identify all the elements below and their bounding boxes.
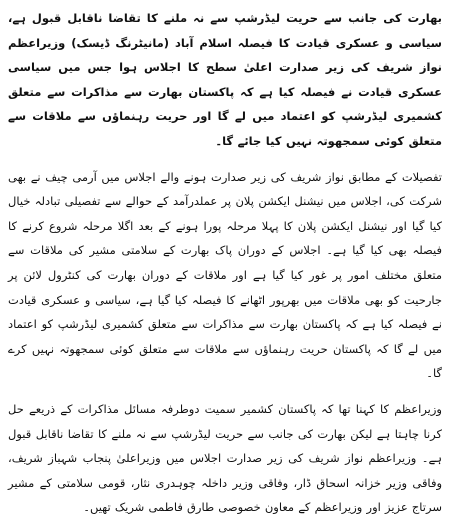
prime-minister-statement-paragraph: وزیراعظم کا کہنا تھا کہ پاکستان کشمیر سمیت دوطرفہ مسائل مذاکرات کے ذریعے حل کرنا چاہتا ہے لیکن بھارت کی جانب سے حریت لیڈرشپ سے نہ ملنے کا تقاضا ناقابل قبول ہے۔ وزیراعظم نواز شریف کی زیر صدارت اجلاس میں وزیراعلیٰ پنجاب شہباز شریف، وفاقی وزیر خزانہ اسحاق ڈار، وفاقی وزیر داخلہ چوہدری نثار، قومی سلامتی کے مشیر سرتاج عزیز اور وزیراعظم کے معاون خصوصی طارق فاطمی شریک تھیں۔ — [8, 401, 442, 515]
paragraph-gap — [8, 386, 442, 397]
lead-paragraph: بھارت کی جانب سے حریت لیڈرشپ سے نہ ملنے کا تقاضا ناقابل قبول ہے، سیاسی و عسکری قیادت کا فیصلہ اسلام آباد (مانیٹرنگ ڈیسک) وزیراعظم نواز شریف کی زیر صدارت اعلیٰ سطح کا اجلاس ہوا جس میں سیاسی عسکری قیادت نے فیصلہ کیا ہے کہ پاکستان بھارت سے مذاکرات سے متعلق کشمیری لیڈرشپ کو اعتماد میں لے گا اور حریت رہنماؤں سے ملاقات سے متعلق کوئی سمجھوتہ نہیں کیا جائے گا۔ — [8, 11, 442, 148]
details-paragraph: تفصیلات کے مطابق نواز شریف کی زیر صدارت ہونے والے اجلاس میں آرمی چیف نے بھی شرکت کی، اجلاس میں نیشنل ایکشن پلان پر عملدرآمد کے حوالے سے تفصیلی تبادلہ خیال کیا گیا اور نیشنل ایکشن پلان کا پہلا مرحلہ پورا ہونے کے بعد اگلا مرحلہ شروع کرنے کا فیصلہ بھی کیا گیا ہے۔ اجلاس کے دوران پاک بھارت کے سلامتی مشیر کی ملاقات سے متعلق مختلف امور پر غور کیا گیا ہے اور ملاقات کے دوران بھارت کی کنٹرول لائن پر جارحیت کو بھی ملاقات میں بھرپور اٹھانے کا فیصلہ کیا گیا ہے، سیاسی و عسکری قیادت نے فیصلہ کیا ہے کہ پاکستان بھارت سے مذاکرات سے متعلق کشمیری لیڈرشپ کو اعتماد میں لے گا کہ پاکستان حریت رہنماؤں سے ملاقات سے متعلق کوئی سمجھوتہ نہیں کرے گا۔ — [8, 169, 442, 381]
paragraph-gap — [8, 154, 442, 165]
news-article — [8, 6, 442, 515]
